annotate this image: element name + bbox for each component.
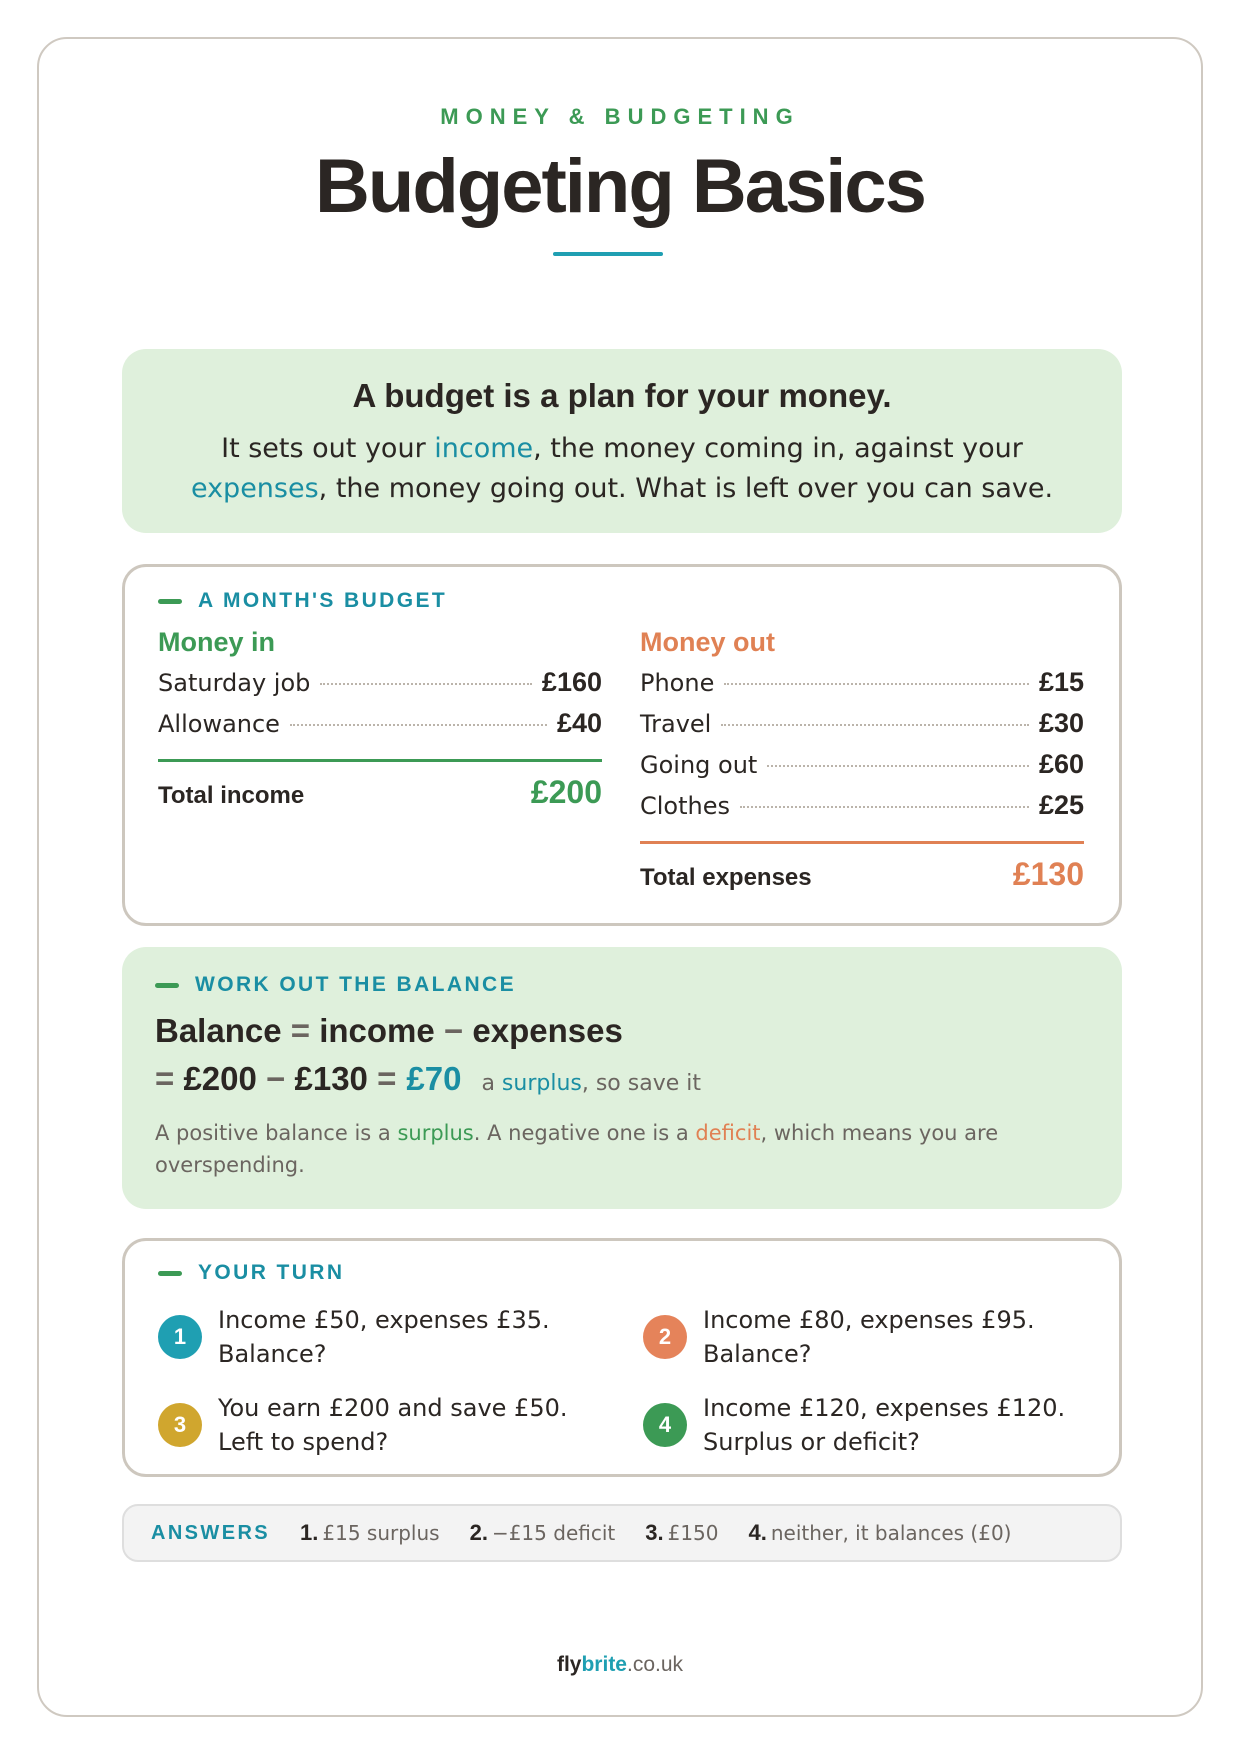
- answer-item: [300, 1520, 440, 1546]
- formula-operator: −: [443, 1012, 464, 1049]
- label-dash: [155, 983, 179, 988]
- question-line: Balance?: [218, 1340, 327, 1368]
- dot-leader: [721, 724, 1029, 726]
- row-label: Travel: [640, 710, 712, 738]
- formula-term: income: [319, 1012, 435, 1049]
- budget-row: [158, 667, 602, 708]
- total-income-row: [158, 774, 602, 811]
- intro-panel: [122, 349, 1122, 533]
- question-3: [158, 1391, 588, 1459]
- title-underline: [553, 252, 663, 256]
- answer-text: £15 surplus: [322, 1521, 440, 1545]
- row-label: Allowance: [158, 710, 280, 738]
- your-turn-section-label: [158, 1261, 344, 1285]
- page-title: Budgeting Basics: [315, 144, 925, 229]
- dot-leader: [740, 806, 1029, 808]
- total-rule: [158, 759, 602, 762]
- kicker: MONEY & BUDGETING: [440, 104, 800, 129]
- answers-label: ANSWERS: [151, 1521, 271, 1544]
- money-out-column: [640, 627, 1084, 893]
- formula-term: Balance: [155, 1012, 282, 1049]
- question-line: Income £120, expenses £120.: [703, 1394, 1066, 1422]
- your-turn-panel: [122, 1238, 1122, 1477]
- balance-explanation: [155, 1117, 1062, 1181]
- budget-row: [158, 708, 602, 749]
- answer-item: [470, 1520, 616, 1546]
- question-text: [703, 1391, 1065, 1459]
- calc-operator: −: [266, 1060, 286, 1097]
- answer-number: 2.: [469, 1520, 488, 1545]
- calc-value: £130: [294, 1060, 368, 1097]
- brand-fly: fly: [556, 1653, 582, 1676]
- question-line: Income £80, expenses £95.: [703, 1306, 1035, 1334]
- intro-text: It sets out your: [221, 433, 435, 464]
- answer-text: −£15 deficit: [491, 1521, 616, 1545]
- brand-brite: brite: [581, 1653, 627, 1676]
- budget-label-text: A MONTH'S BUDGET: [198, 589, 448, 612]
- question-line: Income £50, expenses £35.: [218, 1306, 550, 1334]
- surplus-term: surplus: [397, 1121, 474, 1145]
- surplus-term: surplus: [501, 1071, 582, 1096]
- answer-number: 3.: [645, 1520, 664, 1545]
- footer-brand: [39, 1653, 1201, 1677]
- calc-operator: =: [377, 1060, 397, 1097]
- answer-item: [645, 1520, 718, 1546]
- expl-text: . A negative one is a: [473, 1121, 696, 1145]
- answers-bar: [122, 1504, 1122, 1562]
- row-label: Saturday job: [158, 669, 311, 697]
- row-amount: £60: [1038, 749, 1084, 779]
- label-dash: [158, 599, 182, 604]
- dot-leader: [767, 765, 1029, 767]
- calc-result: £70: [406, 1060, 462, 1097]
- question-number-badge: 3: [158, 1403, 202, 1447]
- row-amount: £15: [1038, 667, 1084, 697]
- intro-text: , the money going out. What is left over you can save.: [318, 473, 1054, 504]
- total-expenses-label: Total expenses: [640, 864, 812, 891]
- question-2: [643, 1303, 1073, 1371]
- total-expenses-amount: £130: [1012, 856, 1084, 892]
- your-turn-label-text: YOUR TURN: [198, 1261, 345, 1284]
- answer-text: £150: [667, 1521, 719, 1545]
- formula-operator: =: [290, 1012, 311, 1049]
- question-4: [643, 1391, 1073, 1459]
- question-text: [218, 1303, 550, 1371]
- total-rule: [640, 841, 1084, 844]
- deficit-term: deficit: [695, 1121, 761, 1145]
- note-text: a: [481, 1071, 502, 1096]
- calc-operator: =: [155, 1060, 175, 1097]
- expenses-term: expenses: [190, 473, 319, 504]
- brand-domain: .co.uk: [627, 1653, 684, 1676]
- row-label: Phone: [640, 669, 715, 697]
- balance-calculation: [155, 1060, 701, 1098]
- balance-panel: [122, 947, 1122, 1209]
- question-line: Balance?: [703, 1340, 812, 1368]
- answer-number: 4.: [748, 1520, 767, 1545]
- total-income-label: Total income: [158, 782, 305, 809]
- question-line: Surplus or deficit?: [703, 1428, 920, 1456]
- balance-section-label: [155, 973, 516, 997]
- budget-row: [640, 708, 1084, 749]
- answer-text: neither, it balances (£0): [770, 1521, 1012, 1545]
- worksheet-page: [37, 37, 1203, 1717]
- question-text: [218, 1391, 568, 1459]
- money-in-column: [158, 627, 602, 811]
- question-1: [158, 1303, 588, 1371]
- row-amount: £30: [1038, 708, 1084, 738]
- money-in-heading: Money in: [158, 627, 276, 657]
- balance-formula: [155, 1012, 623, 1050]
- row-label: Clothes: [640, 792, 730, 820]
- expl-text: , which means you are overspending.: [155, 1121, 999, 1177]
- intro-text: , the money coming in, against your: [533, 433, 1023, 464]
- row-label: Going out: [640, 751, 758, 779]
- expl-text: A positive balance is a: [155, 1121, 398, 1145]
- question-number-badge: 2: [643, 1315, 687, 1359]
- budget-row: [640, 790, 1084, 831]
- answer-item: [749, 1520, 1012, 1546]
- question-number-badge: 1: [158, 1315, 202, 1359]
- budget-row: [640, 749, 1084, 790]
- intro-body: [162, 429, 1082, 509]
- money-out-heading: Money out: [640, 627, 775, 657]
- answer-number: 1.: [300, 1520, 319, 1545]
- income-term: income: [434, 433, 534, 464]
- total-expenses-row: [640, 856, 1084, 893]
- budget-panel: [122, 564, 1122, 926]
- label-dash: [158, 1271, 182, 1276]
- question-line: Left to spend?: [218, 1428, 389, 1456]
- question-line: You earn £200 and save £50.: [218, 1394, 568, 1422]
- calc-value: £200: [183, 1060, 257, 1097]
- question-text: [703, 1303, 1035, 1371]
- row-amount: £40: [556, 708, 602, 738]
- budget-section-label: [158, 589, 447, 613]
- dot-leader: [320, 683, 532, 685]
- balance-label-text: WORK OUT THE BALANCE: [195, 973, 516, 996]
- row-amount: £25: [1038, 790, 1084, 820]
- dot-leader: [290, 724, 547, 726]
- formula-term: expenses: [472, 1012, 623, 1049]
- dot-leader: [724, 683, 1029, 685]
- calc-note: [481, 1071, 701, 1096]
- total-income-amount: £200: [530, 774, 602, 810]
- intro-headline: A budget is a plan for your money.: [352, 377, 892, 414]
- row-amount: £160: [541, 667, 602, 697]
- budget-row: [640, 667, 1084, 708]
- question-number-badge: 4: [643, 1403, 687, 1447]
- note-text: , so save it: [581, 1071, 701, 1096]
